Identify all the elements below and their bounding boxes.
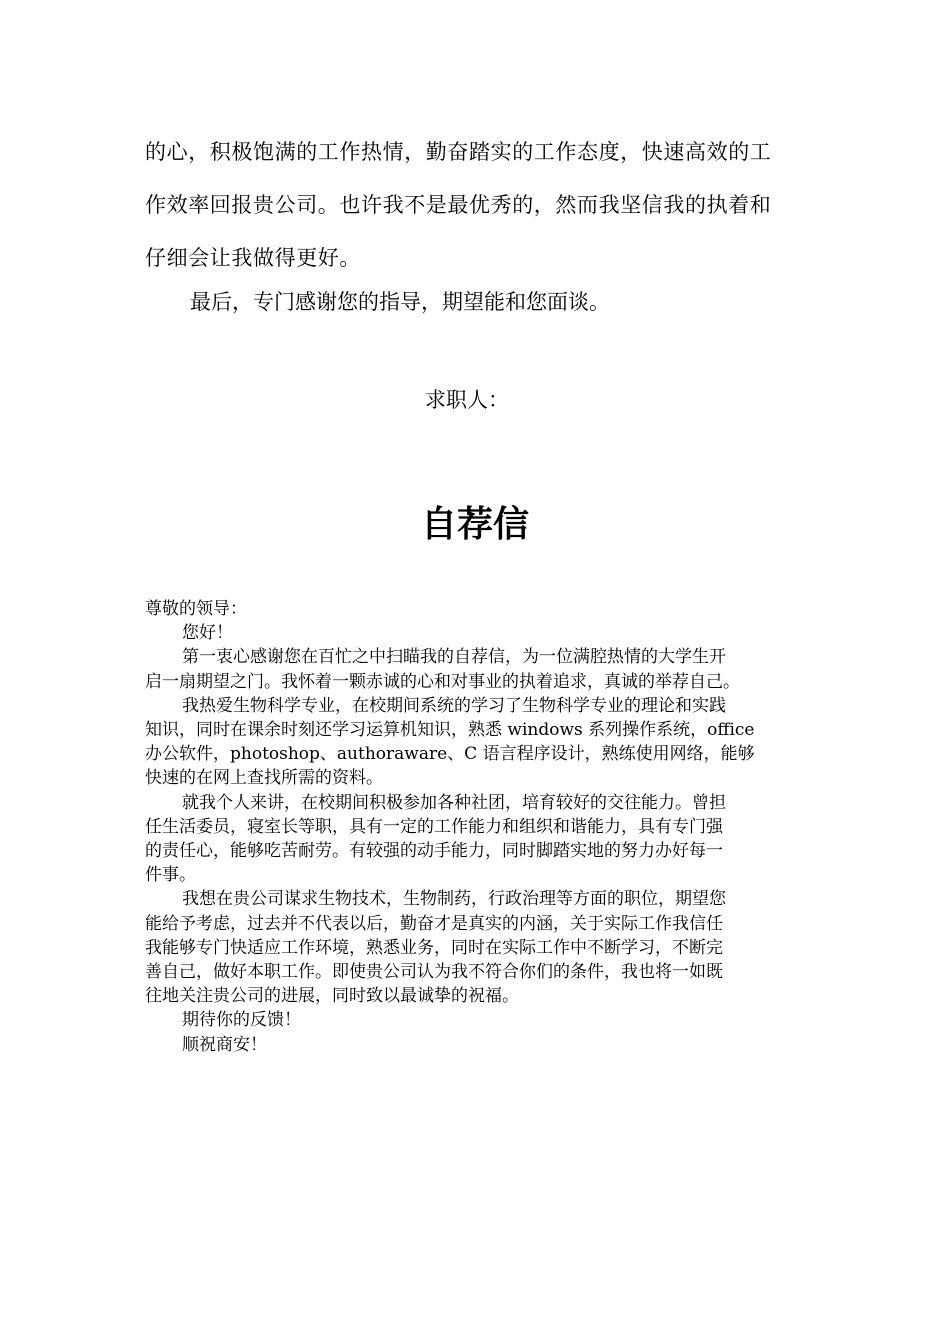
paragraph-line: 的心，积极饱满的工作热情，勤奋踏实的工作态度，快速高效的工 bbox=[145, 140, 772, 164]
body-line: 启一扇期望之门。我怀着一颗赤诚的心和对事业的执着追求，真诚的举荐自己。 bbox=[145, 671, 740, 692]
body-line: 第一衷心感谢您在百忙之中扫瞄我的自荐信，为一位满腔热情的大学生开 bbox=[182, 647, 726, 668]
signature-line: 求职人： bbox=[425, 388, 509, 412]
body-line: 期待你的反馈！ bbox=[182, 1010, 301, 1031]
body-line: 件事。 bbox=[145, 865, 196, 886]
body-line: 办公软件，photoshop、authoraware、C 语言程序设计，熟练使用网络，能够 bbox=[145, 744, 755, 765]
body-line: 我想在贵公司谋求生物技术，生物制药，行政治理等方面的职位，期望您 bbox=[182, 889, 726, 910]
body-line: 知识，同时在课余时刻还学习运算机知识，熟悉 windows 系列操作系统，office bbox=[145, 720, 755, 741]
body-line: 快速的在网上查找所需的资料。 bbox=[145, 768, 383, 789]
greeting: 您好！ bbox=[182, 623, 233, 644]
body-line: 我能够专门快适应工作环境，熟悉业务，同时在实际工作中不断学习，不断完 bbox=[145, 937, 723, 958]
body-line: 的责任心，能够吃苦耐劳。有较强的动手能力，同时脚踏实地的努力办好每一 bbox=[145, 841, 723, 862]
closing-remark: 最后，专门感谢您的指导，期望能和您面谈。 bbox=[190, 290, 610, 314]
body-line: 善自己，做好本职工作。即使贵公司认为我不符合你们的条件，我也将一如既 bbox=[145, 962, 723, 983]
body-line: 我热爱生物科学专业，在校期间系统的学习了生物科学专业的理论和实践 bbox=[182, 695, 726, 716]
body-line: 任生活委员，寝室长等职，具有一定的工作能力和组织和谐能力，具有专门强 bbox=[145, 816, 723, 837]
paragraph-line: 作效率回报贵公司。也许我不是最优秀的，然而我坚信我的执着和 bbox=[145, 193, 772, 217]
letter-body bbox=[145, 597, 807, 1057]
salutation: 尊敬的领导： bbox=[145, 599, 247, 619]
letter-title: 自荐信 bbox=[420, 504, 529, 545]
body-line: 顺祝商安！ bbox=[182, 1034, 267, 1055]
previous-letter-paragraph bbox=[145, 126, 805, 285]
paragraph-line: 仔细会让我做得更好。 bbox=[145, 246, 361, 270]
body-line: 就我个人来讲，在校期间积极参加各种社团，培育较好的交往能力。曾担 bbox=[182, 792, 726, 813]
body-line: 往地关注贵公司的进展，同时致以最诚挚的祝福。 bbox=[145, 986, 519, 1007]
body-line: 能给予考虑，过去并不代表以后，勤奋才是真实的内涵，关于实际工作我信任 bbox=[145, 913, 723, 934]
